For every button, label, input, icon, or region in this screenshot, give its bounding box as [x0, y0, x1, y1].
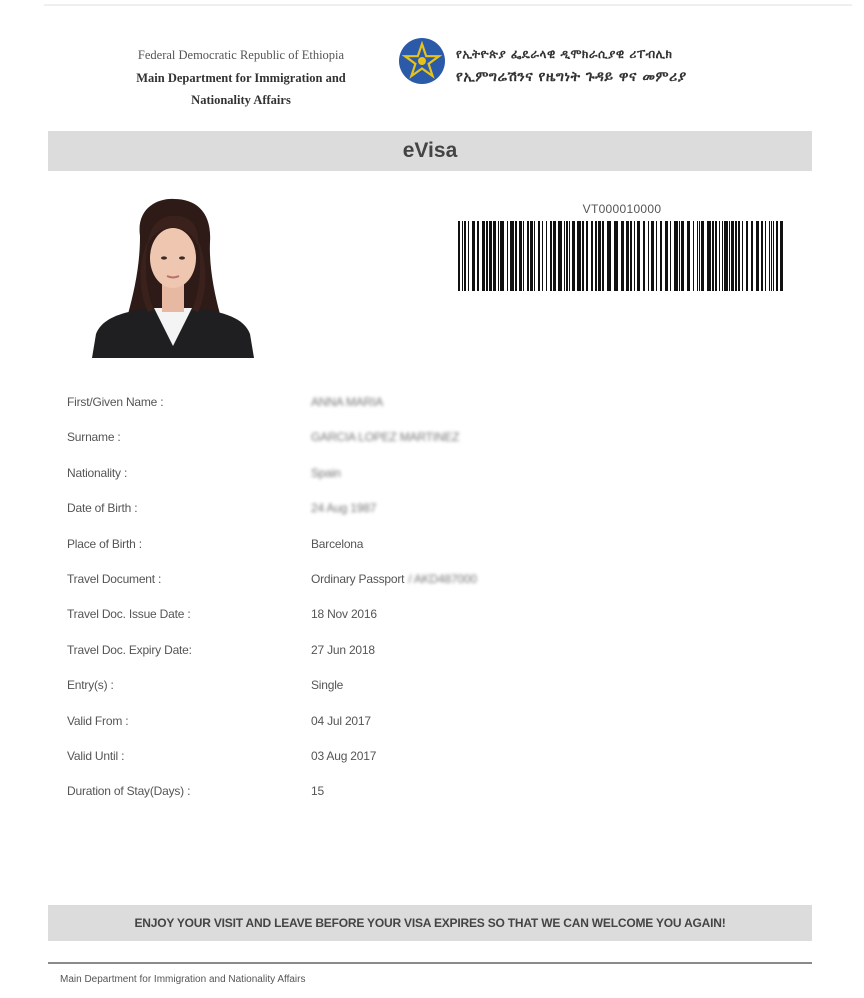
visa-number: VT000010000 — [582, 202, 662, 216]
footer-banner: ENJOY YOUR VISIT AND LEAVE BEFORE YOUR VISA EXPIRES SO THAT WE CAN WELCOME YOU AGAIN! — [48, 905, 812, 941]
field-value: Barcelona — [311, 536, 364, 551]
field-label: Travel Doc. Expiry Date: — [67, 642, 192, 657]
field-label: Travel Doc. Issue Date : — [67, 607, 191, 622]
visa-detail-row — [67, 603, 787, 638]
visa-details — [67, 391, 787, 816]
header-amharic — [456, 44, 796, 90]
visa-detail-row — [67, 674, 787, 709]
header-amharic-country: የኢትዮጵያ ፌዴራላዊ ዲሞክራሲያዊ ሪፐብሊክ — [456, 47, 673, 61]
visa-detail-row — [67, 426, 787, 461]
header-department-name-cont: Nationality Affairs — [191, 93, 291, 107]
field-label: Place of Birth : — [67, 536, 142, 551]
field-value — [311, 572, 477, 586]
field-value-main: Ordinary Passport — [311, 571, 405, 586]
visa-detail-row — [67, 710, 787, 745]
visa-detail-row — [67, 639, 787, 674]
field-value: 04 Jul 2017 — [311, 713, 371, 728]
field-label: Travel Document : — [67, 571, 162, 586]
ethiopian-star-emblem-icon — [398, 37, 446, 85]
visa-detail-row — [67, 568, 787, 603]
field-value: Single — [311, 678, 344, 693]
field-value: 18 Nov 2016 — [311, 607, 377, 622]
applicant-photo-icon — [88, 196, 258, 358]
field-value-redacted: / AKD487000 — [408, 571, 477, 586]
field-value: 24 Aug 1987 — [311, 501, 377, 516]
field-label: Valid Until : — [67, 748, 125, 763]
visa-detail-row — [67, 745, 787, 780]
footer-divider — [48, 962, 812, 964]
field-value: 03 Aug 2017 — [311, 748, 377, 763]
header-english — [92, 48, 390, 107]
header-amharic-department: የኢምግሬሽንና የዜግነት ጉዳይ ዋና መምሪያ — [456, 69, 687, 85]
header-department-name: Main Department for Immigration and — [136, 71, 346, 85]
field-label: Duration of Stay(Days) : — [67, 784, 191, 799]
field-label: Date of Birth : — [67, 501, 138, 516]
visa-detail-row — [67, 391, 787, 426]
field-label: First/Given Name : — [67, 395, 164, 409]
field-value: GARCIA LOPEZ MARTINEZ — [311, 430, 460, 445]
visa-detail-row — [67, 497, 787, 532]
top-divider — [44, 4, 852, 6]
visa-detail-row — [67, 780, 787, 815]
footer-department: Main Department for Immigration and Nationality Affairs — [60, 974, 306, 985]
field-value: 27 Jun 2018 — [311, 642, 375, 657]
visa-detail-row — [67, 533, 787, 568]
field-value: 15 — [311, 784, 324, 799]
barcode-icon — [458, 221, 786, 291]
field-label: Nationality : — [67, 465, 128, 480]
field-value: ANNA MARIA — [311, 395, 384, 409]
field-value: Spain — [311, 465, 341, 480]
visa-detail-row — [67, 462, 787, 497]
field-label: Entry(s) : — [67, 678, 114, 693]
document-title: eVisa — [48, 131, 812, 171]
field-label: Valid From : — [67, 713, 129, 728]
field-label: Surname : — [67, 430, 121, 445]
header-country-name: Federal Democratic Republic of Ethiopia — [137, 48, 345, 62]
